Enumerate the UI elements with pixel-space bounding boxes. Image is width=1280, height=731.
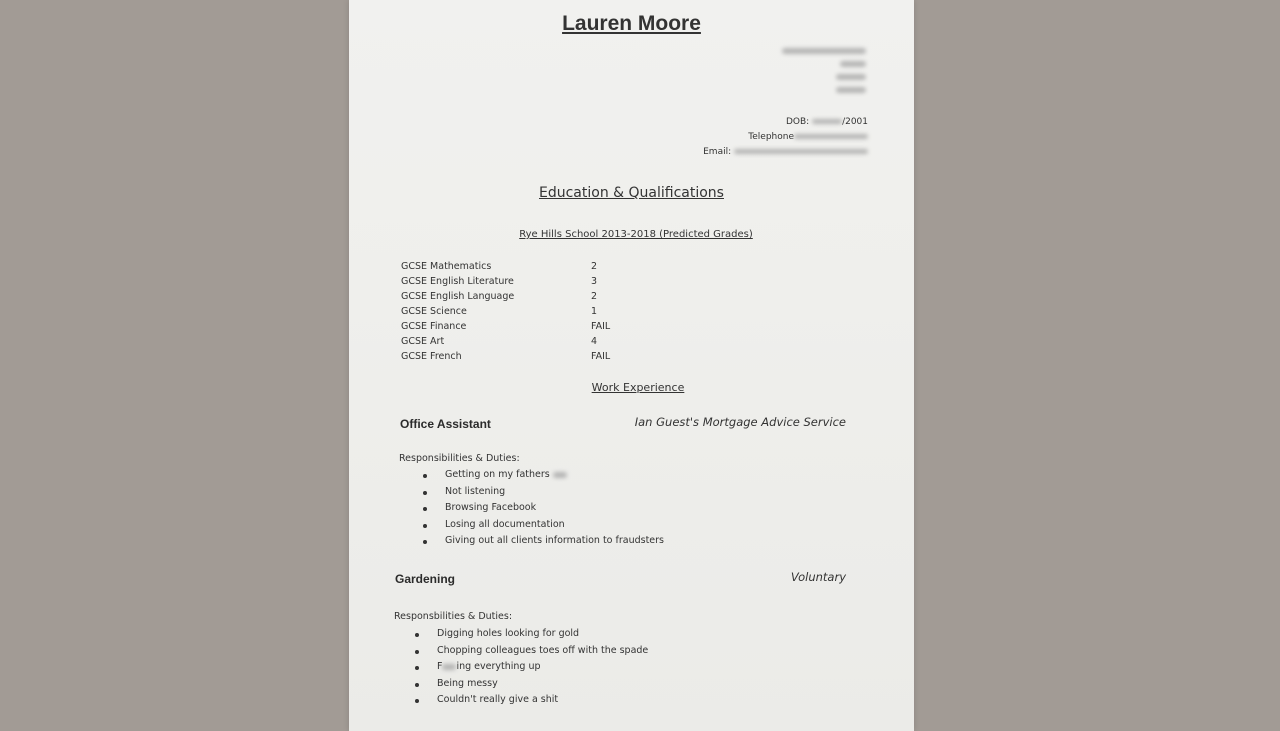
- education-heading: Education & Qualifications: [539, 185, 724, 201]
- duty-item: [423, 519, 664, 536]
- grade-value: 1: [591, 306, 598, 317]
- duty-item: [423, 486, 664, 503]
- duty-text: ing everything up: [456, 661, 541, 673]
- duty-item: [415, 661, 648, 678]
- email-label: Email:: [703, 147, 732, 157]
- duty-text: Chopping colleagues toes off with the spade: [437, 644, 649, 656]
- job-title: Gardening: [395, 572, 456, 586]
- duty-item: [415, 678, 648, 695]
- grade-row: [401, 291, 661, 306]
- responsibilities-label: Responsbilities & Duties:: [394, 611, 513, 622]
- duty-text: Couldn't really give a shit: [437, 694, 559, 706]
- redacted-value: [794, 134, 868, 139]
- duty-text: Not listening: [445, 485, 506, 497]
- responsibilities-label: Responsibilities & Duties:: [399, 453, 520, 464]
- grade-row: [401, 321, 661, 336]
- duty-item: [423, 535, 664, 552]
- grade-subject: GCSE English Literature: [401, 276, 514, 287]
- duty-text: Giving out all clients information to fraudsters: [445, 535, 664, 547]
- grade-subject: GCSE English Language: [401, 291, 515, 302]
- grade-row: [401, 261, 661, 276]
- work-experience-heading: Work Experience: [591, 381, 685, 394]
- grades-table: [401, 261, 661, 366]
- grade-value: 2: [591, 291, 598, 302]
- grade-value: FAIL: [591, 321, 611, 332]
- duty-item: [423, 502, 664, 519]
- resume-name: Lauren Moore: [562, 12, 701, 35]
- email-line: [703, 147, 868, 157]
- redacted-value: [812, 119, 842, 124]
- dob-line: [786, 117, 868, 127]
- redacted-line: [836, 74, 866, 80]
- grade-row: [401, 351, 661, 366]
- redacted-value: [734, 149, 868, 154]
- job-employer: Voluntary: [790, 570, 846, 584]
- resume-page: [349, 0, 914, 731]
- telephone-label: Telephone: [748, 132, 794, 142]
- telephone-line: [748, 132, 868, 142]
- grade-subject: GCSE Finance: [401, 321, 467, 332]
- grade-subject: GCSE Science: [401, 306, 467, 317]
- grade-value: 4: [591, 336, 598, 347]
- grade-value: FAIL: [591, 351, 611, 362]
- dob-year: /2001: [842, 117, 868, 127]
- school-heading: Rye Hills School 2013-2018 (Predicted Grades): [519, 229, 753, 240]
- duty-text: Losing all documentation: [445, 518, 565, 530]
- grade-value: 3: [591, 276, 598, 287]
- redacted-line: [840, 61, 866, 67]
- duty-item: [415, 645, 648, 662]
- grade-subject: GCSE Art: [401, 336, 445, 347]
- duty-text: F: [437, 661, 443, 673]
- duty-text: Getting on my fathers: [445, 469, 550, 480]
- grade-subject: GCSE French: [401, 351, 462, 362]
- duty-item: [415, 628, 648, 645]
- grade-subject: GCSE Mathematics: [401, 261, 492, 272]
- redacted-line: [782, 48, 866, 54]
- grade-row: [401, 306, 661, 321]
- redacted-word: [553, 472, 567, 478]
- job-title: Office Assistant: [400, 417, 491, 431]
- redacted-word: [442, 664, 456, 670]
- duty-text: Digging holes looking for gold: [437, 628, 580, 639]
- redacted-line: [836, 87, 866, 93]
- dob-label: DOB:: [785, 117, 810, 127]
- duty-text: Browsing Facebook: [445, 502, 537, 514]
- duty-item: [423, 469, 664, 486]
- duties-list: [423, 469, 664, 552]
- job-employer: Ian Guest's Mortgage Advice Service: [634, 415, 846, 429]
- grade-row: [401, 276, 661, 291]
- grade-row: [401, 336, 661, 351]
- duty-item: [415, 694, 648, 711]
- duties-list: [415, 628, 648, 711]
- grade-value: 2: [591, 261, 598, 272]
- duty-text: Being messy: [437, 677, 498, 689]
- address-block-redacted: [782, 48, 866, 100]
